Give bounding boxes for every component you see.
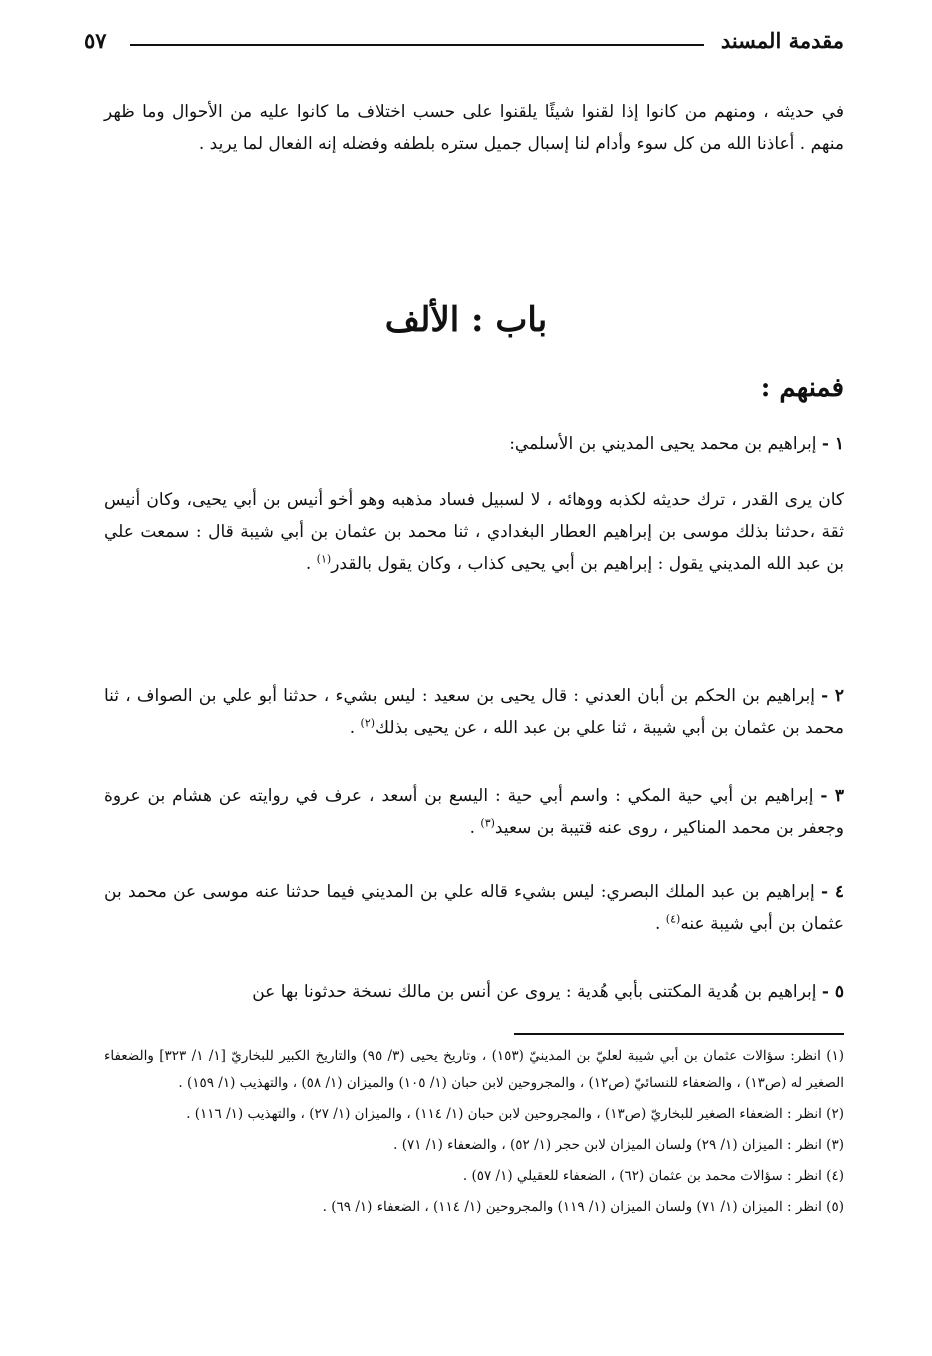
running-header-title: مقدمة المسند: [720, 28, 844, 53]
footnote-ref: (٣): [480, 816, 495, 830]
entry-text: إبراهيم بن عبد الملك البصري: ليس بشيء قاله علي بن المديني فيما حدثنا عنه موسى عن محمد بن عثمان بن أبي شيبة عنه: [104, 882, 844, 934]
entry-1-body: [104, 484, 844, 580]
entry-body-text: كان يرى القدر ، ترك حديثه لكذبه ووهائه ، لا لسبيل فساد مذهبه وهو أخو أنيس بن أبي يحيى، وكان أنيس ثقة ،حدثنا بذلك موسى بن إبراهيم العطار البغدادي ، ثنا محمد بن عثمان بن أبي شيبة قال : سمعت علي بن عبد الله المديني يقول : إبراهيم بن أبي يحيى كذاب ، وكان يقول بالقدر: [104, 490, 844, 574]
entry-text: إبراهيم بن أبي حية المكي : واسم أبي حية : اليسع بن أسعد ، عرف في روايته عن هشام بن عروة وجعفر بن محمد المناكير ، روى عنه قتيبة بن سعيد: [104, 786, 844, 838]
entry-number: ٢ -: [821, 686, 844, 706]
entry-1-heading: [104, 428, 844, 460]
section-subheading: فمنهم :: [760, 373, 844, 403]
entry-end: .: [654, 914, 666, 934]
running-header: [84, 26, 844, 66]
entry-end: .: [305, 554, 317, 574]
footnote-ref: (٢): [360, 716, 376, 730]
footnote-1: (١) انظر: سؤالات عثمان بن أبي شيبة لعليّ بن المدينيّ (١٥٣) ، وتاريخ يحيى (٣/ ٩٥) والتاريخ الكبير للبخاريّ [١/ ١/ ٣٢٣] والضعفاء الصغير له (ص١٣) ، والضعفاء للنسائيّ (ص١٢) ، والمجروحين لابن حبان (١/ ١٠٥) والميزان (١/ ٥٨) ، والتهذيب (١/ ١٥٩) .: [104, 1048, 845, 1091]
entry-end: .: [469, 818, 481, 838]
entry-end: .: [349, 718, 361, 738]
footnote-rule: [514, 1033, 844, 1035]
entry-2: [104, 680, 844, 744]
footnote-ref: (١): [316, 552, 332, 566]
entry-5: [104, 976, 844, 1008]
footnotes: [104, 1043, 844, 1225]
footnote-ref: (٤): [665, 912, 681, 926]
entry-4: [104, 876, 844, 940]
entry-title: إبراهيم بن محمد يحيى المديني بن الأسلمي:: [509, 434, 817, 454]
chapter-title: باب : الألف: [384, 300, 548, 340]
entry-text: إبراهيم بن الحكم بن أبان العدني : قال يحيى بن سعيد : ليس بشيء ، حدثنا أبو علي بن الصواف ، ثنا محمد بن عثمان بن أبي شيبة ، ثنا علي بن عبد الله ، عن يحيى بذلك: [104, 686, 844, 738]
footnote-4: (٤) انظر : سؤالات محمد بن عثمان (٦٢) ، الضعفاء للعقيلي (١/ ٥٧) .: [462, 1168, 844, 1184]
footnote-5: (٥) انظر : الميزان (١/ ٧١) ولسان الميزان (١/ ١١٩) والمجروحين (١/ ١١٤) ، الضعفاء (١/ ٦٩) .: [322, 1199, 844, 1215]
entry-number: ١ -: [821, 434, 844, 454]
entry-text: إبراهيم بن هُدية المكتنى بأبي هُدية : يروى عن أنس بن مالك نسخة حدثونا بها عن: [252, 982, 817, 1002]
intro-paragraph: في حديثه ، ومنهم من كانوا إذا لقنوا شيئًا يلقنوا على حسب اختلاف ما كانوا عليه من الأحوال وما ظهر منهم . أعاذنا الله من كل سوء وأدام لنا إسبال جميل ستره بلطفه وفضله إنه الفعال لما يريد .: [104, 102, 844, 154]
entry-number: ٥ -: [821, 982, 844, 1002]
entry-3: [104, 780, 844, 844]
footnote-2: (٢) انظر : الضعفاء الصغير للبخاريّ (ص١٣) ، والمجروحين لابن حبان (١/ ١١٤) ، والميزان (١/ ٢٧) ، والتهذيب (١/ ١١٦) .: [186, 1106, 844, 1122]
footnote-3: (٣) انظر : الميزان (١/ ٢٩) ولسان الميزان لابن حجر (١/ ٥٢) ، والضعفاء (١/ ٧١) .: [393, 1137, 844, 1153]
header-rule: [130, 44, 704, 46]
entry-number: ٣ -: [820, 786, 844, 806]
page-number: ٥٧: [84, 28, 107, 53]
entry-number: ٤ -: [820, 882, 844, 902]
